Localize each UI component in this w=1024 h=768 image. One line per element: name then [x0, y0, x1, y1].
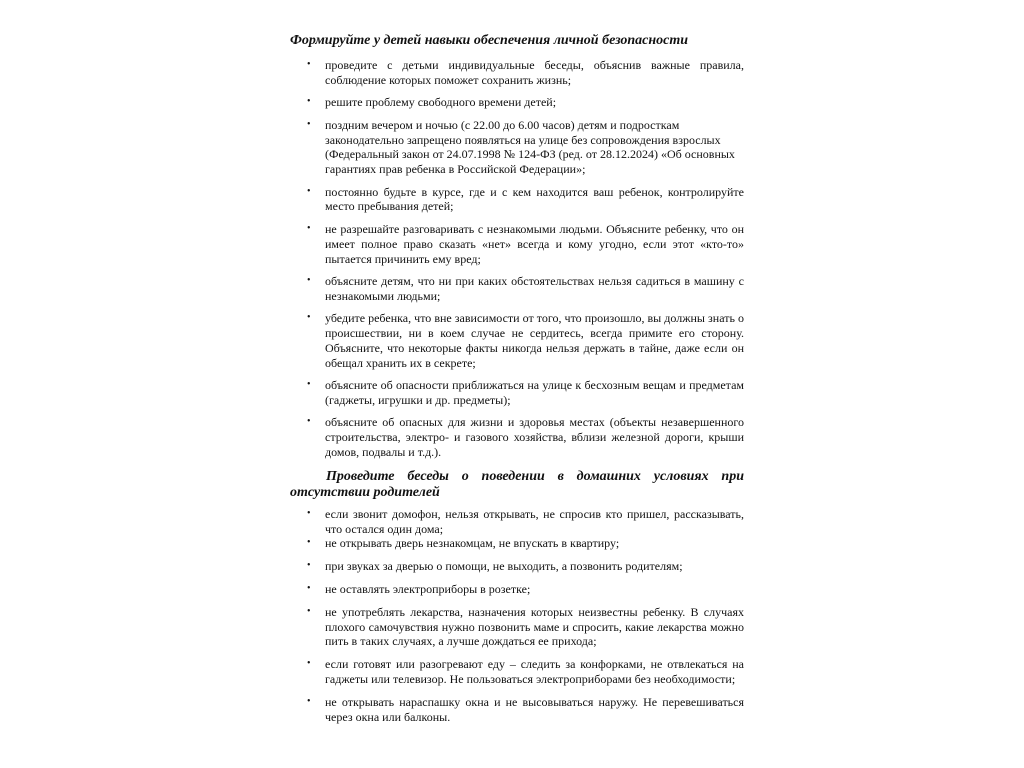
list-item: • при звуках за дверью о помощи, не выходить, а позвонить родителям; — [307, 559, 683, 574]
list-item: • если звонит домофон, нельзя открывать, не спросив кто пришел, рассказывать, что остался один дома; — [307, 506, 744, 536]
section2-heading: Проведите беседы о поведении в домашних условиях при отсутствии родителей — [290, 468, 744, 500]
list-item: • проведите с детьми индивидуальные беседы, объяснив важные правила, соблюдение которых поможет сохранить жизнь; — [307, 58, 744, 87]
bullet-icon: • — [307, 118, 311, 130]
list-item: • если готовят или разогревают еду – следить за конфорками, не отвлекаться на гаджеты или телевизор. Не пользоваться электроприборами без необходимости; — [307, 657, 744, 686]
bullet-icon: • — [307, 59, 311, 70]
bullet-icon: • — [307, 222, 311, 234]
list-item: • поздним вечером и ночью (с 22.00 до 6.00 часов) детям и подросткам законодательно запрещено появляться на улице без сопровождения взрослых (Федеральный закон от 24.07.1998 № 124-ФЗ (ред. от 28.12.2024) «Об основных гарантиях прав ребенка в Российской Федерации»; — [307, 117, 735, 177]
list-item: • постоянно будьте в курсе, где и с кем находится ваш ребенок, контролируйте место пребывания детей; — [307, 184, 744, 214]
bullet-icon: • — [307, 605, 311, 617]
safety-skills-list — [290, 58, 744, 460]
bullet-icon: • — [307, 275, 311, 286]
list-item: • не оставлять электроприборы в розетке; — [307, 582, 531, 597]
list-item: • объясните об опасных для жизни и здоровья местах (объекты незавершенного строительства, электро- и газового хозяйства, вблизи железной дороги, крыши домов, подвалы и т.д.). — [307, 415, 744, 460]
bullet-icon: • — [307, 537, 311, 549]
section1-heading: Формируйте у детей навыки обеспечения личной безопасности — [290, 33, 689, 48]
list-item: • не открывать дверь незнакомцам, не впускать в квартиру; — [307, 536, 620, 551]
home-behavior-list — [290, 507, 744, 725]
list-item: • убедите ребенка, что вне зависимости от того, что произошло, вы должны знать о происшествии, ни в коем случае не сердитесь, всегда примите его сторону. Объясните, что некоторые факты никогда нельзя держать в тайне, даже если он обещал хранить их в секрете; — [307, 311, 744, 370]
list-item: • не открывать нараспашку окна и не высовываться наружу. Не перевешиваться через окна или балконы. — [307, 694, 744, 724]
list-item: • объясните об опасности приближаться на улице к бесхозным вещам и предметам (гаджеты, игрушки и др. предметы); — [307, 378, 744, 407]
bullet-icon: • — [307, 658, 311, 670]
bullet-icon: • — [307, 96, 311, 108]
list-item: • объясните детям, что ни при каких обстоятельствах нельзя садиться в машину с незнакомыми людьми; — [307, 274, 744, 303]
bullet-icon: • — [307, 416, 311, 428]
bullet-icon: • — [307, 507, 311, 519]
bullet-icon: • — [307, 379, 311, 391]
document-page — [290, 30, 744, 724]
bullet-icon: • — [307, 312, 311, 324]
bullet-icon: • — [307, 695, 311, 707]
bullet-icon: • — [307, 185, 311, 197]
list-item: • не разрешайте разговаривать с незнакомыми людьми. Объясните ребенку, что он имеет полное право сказать «нет» всегда и кому угодно, если этот «кто-то» пытается причинить ему вред; — [307, 221, 744, 266]
bullet-icon: • — [307, 583, 311, 595]
list-item: • решите проблему свободного времени детей; — [307, 95, 557, 110]
list-item: • не употреблять лекарства, назначения которых неизвестны ребенку. В случаях плохого самочувствия нужно позвонить маме и спросить, какие лекарства можно пить в таких случаях, а лучше дождаться ее прихода; — [307, 604, 744, 649]
bullet-icon: • — [307, 560, 311, 572]
